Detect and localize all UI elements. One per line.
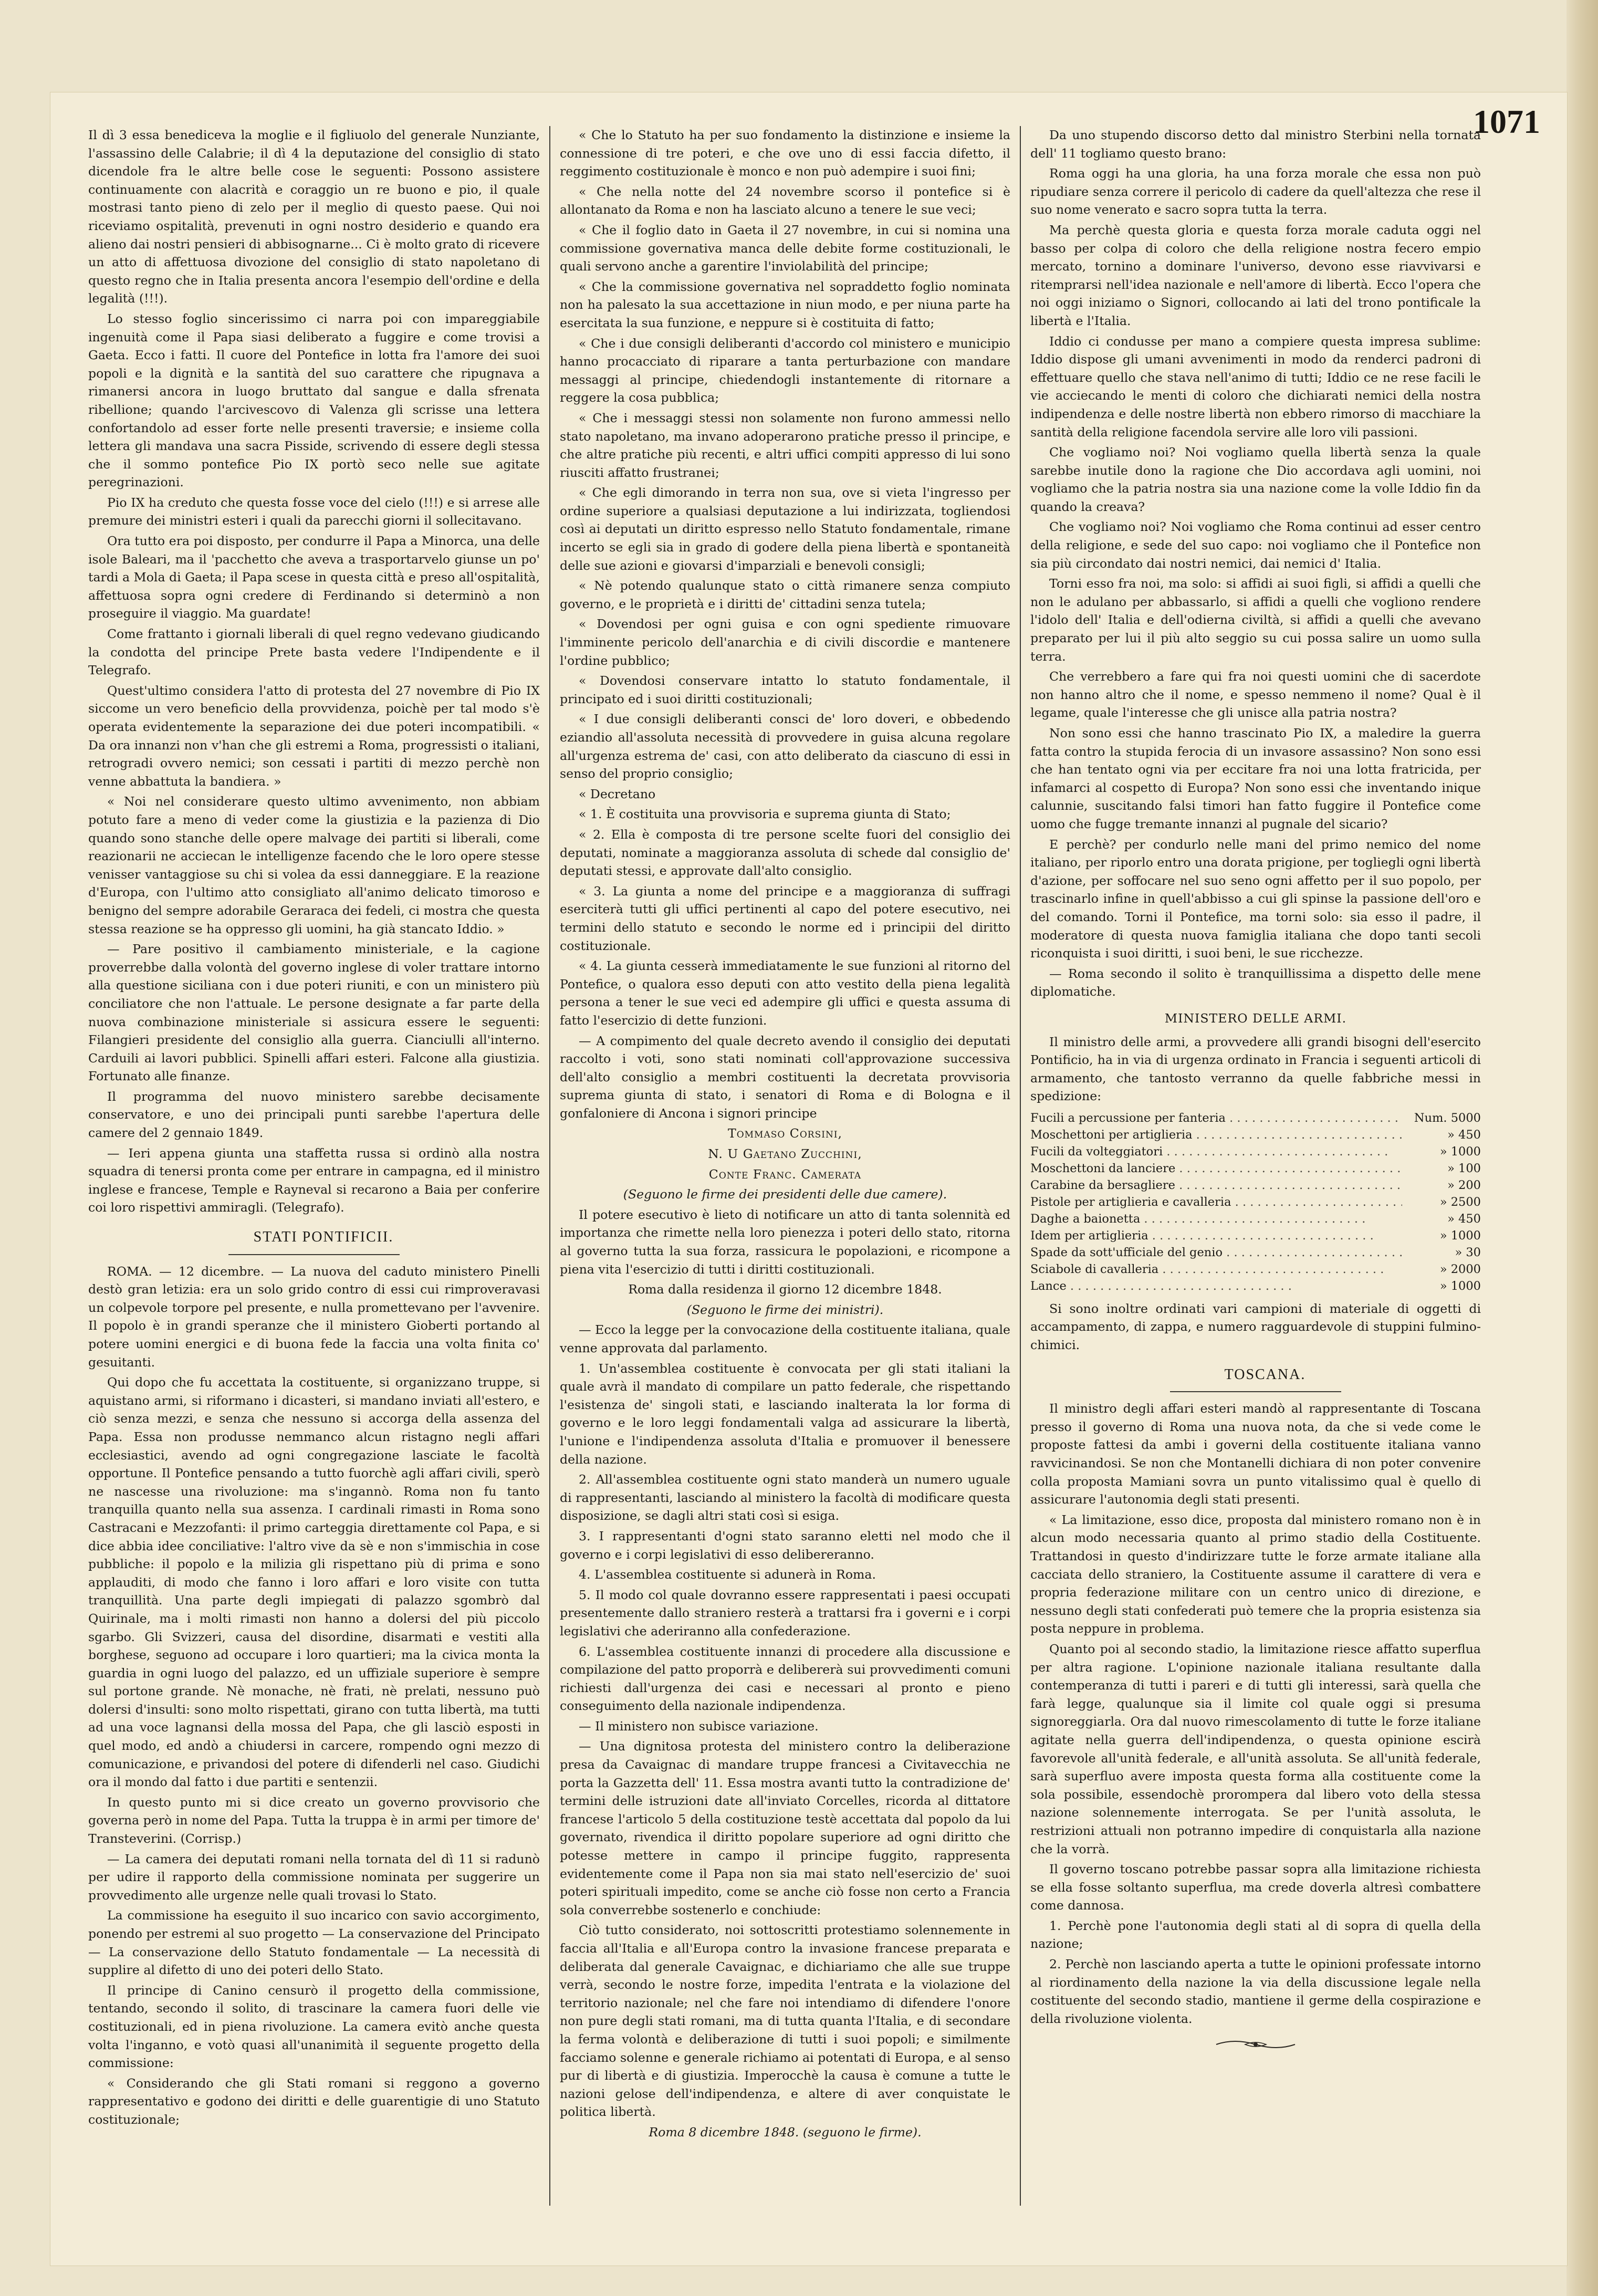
paragraph: Da uno stupendo discorso detto dal ministro Sterbini nella tornata dell' 11 togliamo questo brano: — [1030, 128, 1481, 161]
paragraph: Il governo toscano potrebbe passar sopra alla limitazione richiesta se ella fosse soltanto superflua, ma crede doverla altresì combattere come dannosa. — [1030, 1862, 1481, 1913]
armament-row — [1030, 1244, 1481, 1261]
paragraph: 1. Un'assemblea costituente è convocata per gli stati italiani la quale avrà il mandato di compilare un patto federale, che rispettando l'esistenza de' singoli stati, e lasciando inalterata la lor forma di governo e le loro leggi fondamentali valga ad assicurare la libertà, l'unione e l'indipendenza assoluta d'Italia e promuover il benessere della nazione. — [560, 1361, 1010, 1467]
paragraph: — A compimento del quale decreto avendo il consiglio dei deputati raccolto i voti, sono stati nominati coll'approvazione successiva dell'alto consiglio a membri costituenti la decretata provvisoria suprema giunta di stato, i senatori di Roma e di Bologna e il gonfaloniere di Ancona i signori principe — [560, 1033, 1010, 1121]
section-heading: TOSCANA. — [1224, 1366, 1306, 1383]
paragraph: « Decretano — [579, 786, 656, 801]
paragraph: E perchè? per condurlo nelle mani del primo nemico del nome italiano, per riporlo entro una dorata prigione, per togliegli ogni libertà d'azione, per soffocare nel suo seno ogni affetto per il suo popolo, per trascinarlo infine in quell'abbisso a cui gli spinse la passione dell'oro e del comando. Torni il Pontefice, ma torni solo: sia esso il padre, il moderatore di questa nuova famiglia italiana che dopo tanti secoli riconquista i suoi diritti, i suoi beni, le sue ricchezze. — [1030, 837, 1481, 961]
page-number: 1071 — [1473, 103, 1540, 140]
paragraph: — Roma secondo il solito è tranquillissima a dispetto delle mene diplomatiche. — [1030, 966, 1481, 999]
armament-row — [1030, 1278, 1481, 1295]
paragraph: — Il ministero non subisce variazione. — [579, 1718, 819, 1734]
paragraph: « Che i messaggi stessi non solamente non furono ammessi nello stato napoletano, ma invano adoperarono pratiche presso il principe, e che altre pratiche più recenti, e altri uffici compiti appresso di lui sono riusciti affatto frustranei; — [560, 410, 1010, 480]
armament-item: Sciabole di cavalleria . . . — [1030, 1261, 1402, 1278]
paragraph: Ciò tutto considerato, noi sottoscritti protestiamo solennemente in faccia all'Italia e all'Europa contro la invasione francese preparata e deliberata dal generale Cavaignac, e dichiariamo che alle sue truppe verrà, secondo le nostre forze, impedita l'entrata e la violazione del territorio nazionale; nel che fare noi intendiamo di difendere l'onore non pure degli stati romani, ma di tutta quanta l'Italia, e di secondare la ferma volontà e deliberazione di tutti i suoi popoli; e similmente facciamo solenne e generale richiamo ai potentati di Europa, e al senso pur di libertà e di giustizia. Imperocchè la causa è comune a tutte le nazioni gelose dell'indipendenza, e altere di aver conquistate le politica libertà. — [560, 1923, 1010, 2120]
armament-row — [1030, 1143, 1481, 1160]
armament-item: Moschettoni per artiglieria . . . — [1030, 1126, 1402, 1143]
subsection-heading: MINISTERO DELLE ARMI. — [1164, 1010, 1347, 1026]
paragraph: Roma oggi ha una gloria, ha una forza morale che essa non può ripudiare senza correre il pericolo di cadere da quell'altezza che rese il suo nome venerato e sacro sopra tutta la terra. — [1030, 166, 1481, 217]
armament-quantity: » 1000 — [1439, 1144, 1481, 1159]
paragraph: 2. All'assemblea costituente ogni stato manderà un numero uguale di rappresentanti, lasciando al ministero la facoltà di modificare questa disposizione, se dagli altri stati così si esiga. — [560, 1472, 1010, 1523]
armament-quantity: » 450 — [1447, 1128, 1481, 1142]
article-columns — [79, 126, 1491, 2206]
paragraph: Il programma del nuovo ministero sarebbe decisamente conservatore, e uno dei principali punti sarebbe l'apertura delle camere del 2 gennaio 1849. — [88, 1089, 540, 1141]
paragraph: Ora tutto era poi disposto, per condurre il Papa a Minorca, una delle isole Baleari, ma il 'pacchetto che aveva a trasportarvelo giunse un po' tardi a Mola di Gaeta; il Papa scese in questa città e preso all'ospitalità, affettuosa sopra ogni credere di Ferdinando si determinò a non proseguire il viaggio. Ma guardate! — [88, 534, 540, 621]
signature-line: Conte Franc. Camerata — [708, 1166, 862, 1182]
paragraph: « Considerando che gli Stati romani si reggono a governo rappresentativo e godono dei diritti e delle guarentigie di uno Statuto costituzionale; — [88, 2075, 540, 2127]
armament-table — [1030, 1110, 1481, 1295]
ornament-icon — [1030, 2037, 1481, 2057]
paragraph: Si sono inoltre ordinati vari campioni di materiale di oggetti di accampamento, di zappa, e numero ragguardevole di stuppini fulmino-chimici. — [1030, 1301, 1481, 1353]
armament-row — [1030, 1126, 1481, 1143]
paragraph: Il potere esecutivo è lieto di notificare un atto di tanta solennità ed importanza che rimette nella loro pienezza i poteri dello stato, ritorna al governo tutta la sua forza, rassicura le popolazioni, e ricompone a piena vita l'esercizio di tutti i diritti costituzionali. — [560, 1207, 1010, 1277]
paragraph: Pio IX ha creduto che questa fosse voce del cielo (!!!) e si arrese alle premure dei ministri esteri i quali da parecchi giorni il sollecitavano. — [88, 495, 540, 528]
paragraph: Non sono essi che hanno trascinato Pio IX, a maledire la guerra fatta contro la stupida ferocia di un invasore assassino? Non sono essi che han tentato ogni via per eccitare fra noi una lotta fratricida, per infamarci al cospetto di Europa? Non sono essi che inventando inique calunnie, suscitando falsi timori han fatto fuggire il Pontefice come uomo che fugge tremante innanzi al pugnale del sicario? — [1030, 726, 1481, 831]
paragraph: Che vogliamo noi? Noi vogliamo quella libertà senza la quale sarebbe inutile dono la ragione che Dio accordava agli uomini, noi vogliamo che la patria nostra sia una nazione come la volle Iddio fin da quando la creava? — [1030, 445, 1481, 514]
paragraph: Qui dopo che fu accettata la costituente, si organizzano truppe, si aquistano armi, si riformano i dicasteri, si mandano inviati all'estero, e ciò senza mezzi, e senza che nessuno si accorga della assenza del Papa. Essa non produsse nemmanco alcun ristagno negli affari ecclesiastici, avendo ad ogni congregazione lasciate le facoltà opportune. Il Pontefice pensando a tutto fuorchè agli affari civili, sperò ne nascesse una rivoluzione: ma s'ingannò. Roma non fu tanto tranquilla quanto nella sua assenza. I cardinali rimasti in Roma sono Castracani e Mezzofanti: il primo carteggia direttamente col Papa, e si dice abbia idee conciliative: l'altro vive da sè e non s'immischia in cose pubbliche: il popolo e la milizia gli rispettano più di prima e sono applauditi, di modo che fanno i loro affari e loro visite con tutta tranquillità. Una parte degli impiegati di palazzo sgombrò dal Quirinale, ma i molti rimasti non hanno a dolersi del più piccolo sgarbo. Gli Svizzeri, causa del disordine, disarmati e vestiti alla borghese, seguono ad occupare i loro quartieri; ma la civica monta la guardia in ogni luogo del palazzo, ed un uffiziale superiore è sempre sul portone grande. Nè monache, nè frati, nè prelati, nessuno può dolersi d'insulti: sono molto rispettati, girano con tutta libertà, ma tutti ad una voce lagnansi della mossa del Papa, che gli lasciò esposti in quel modo, ed andò a chiudersi in carcere, rompendo ogni mezzo di comunicazione, e privandosi del potere di difenderli nel caso. Giudichi ora il mondo dal fatto i due partiti e sentenzii. — [88, 1375, 540, 1790]
paragraph: Ma perchè questa gloria e questa forza morale caduta oggi nel basso per colpa di coloro che della religione nostra fecero empio mercato, tornino a dominare l'universo, devono esse riavvivarsi e ritemprarsi nell'idea nazionale e nell'amore di libertà. Ecco l'opera che noi oggi iniziamo o Signori, collocando ai lati del trono pontificale la libertà e l'Italia. — [1030, 222, 1481, 328]
armament-row — [1030, 1261, 1481, 1278]
paragraph: Quest'ultimo considera l'atto di protesta del 27 novembre di Pio IX siccome un vero beneficio della provvidenza, poichè per tal modo s'è operata evidentemente la separazione dei due poteri incompatibili. « Da ora innanzi non v'han che gli estremi a Roma, progressisti o italiani, retrogradi ovvero nemici; son cessati i partiti di mezzo perchè non venne abbattuta la bandiera. » — [88, 683, 540, 789]
paragraph: Il principe di Canino censurò il progetto della commissione, tentando, secondo il solito, di trascinare la camera fuori delle vie costituzionali, ed in piena rivoluzione. La camera evitò anche questa volta l'inganno, e votò quasi all'unanimità il seguente progetto della commissione: — [88, 1982, 540, 2071]
armament-item: Daghe a baionetta . . . — [1030, 1210, 1402, 1227]
armament-row — [1030, 1227, 1481, 1244]
armament-row — [1030, 1194, 1481, 1210]
armament-item: Fucili da volteggiatori . . . — [1030, 1143, 1402, 1160]
armament-quantity: » 200 — [1447, 1178, 1481, 1192]
paragraph: « I due consigli deliberanti consci de' loro doveri, e obbedendo eziandio all'assoluta necessità di provvedere in guisa alcuna regolare all'urgenza estrema de' casi, con atto deliberato da ciascuno di essi in senso del proprio consiglio; — [560, 712, 1010, 781]
armament-quantity: » 450 — [1447, 1212, 1481, 1226]
armament-row — [1030, 1110, 1481, 1126]
page-edge — [1566, 0, 1598, 2296]
armament-quantity: » 1000 — [1439, 1279, 1481, 1293]
armament-item: Fucili a percussione per fanteria . . . — [1030, 1110, 1402, 1126]
paragraph: 6. L'assemblea costituente innanzi di procedere alla discussione e compilazione del patto proporrà e delibererà sui provvedimenti comuni richiesti dall'urgenza dei casi e necessari al pronto e pieno conseguimento della nazionale indipendenza. — [560, 1644, 1010, 1714]
paragraph: Torni esso fra noi, ma solo: si affidi ai suoi figli, si affidi a quelli che non le adulano per abbassarlo, si affidi a quelli che vogliono rendere l'idolo dell' Italia e dell'odierna civiltà, si affidi a quelli che avevano preparato per lui il più alto seggio su cui possa salire un uomo sulla terra. — [1030, 576, 1481, 664]
armament-quantity: Num. 5000 — [1414, 1111, 1481, 1125]
paragraph: « 4. La giunta cesserà immediatamente le sue funzioni al ritorno del Pontefice, o qualora esso deputi con atto vestito della piena legalità persona a tener le sue veci ed adempire gli uffici e questa assuma di fatto l'esercizio di dette funzioni. — [560, 958, 1010, 1028]
section-heading: STATI PONTIFICII. — [253, 1229, 394, 1246]
paragraph: — Pare positivo il cambiamento ministeriale, e la cagione proverrebbe dalla volontà del governo inglese di voler trattare intorno alla questione siciliana con i due poteri riuniti, e con un ministero più conciliatore che non l'attuale. Le persone designate a far parte della nuova combinazione ministeriale si assicura essere le seguenti: Filangieri presidente del consiglio alla guerra. Cianciulli all'interno. Carduili ai lavori pubblici. Spinelli affari esteri. Falcone alla giustizia. Fortunato alle finanze. — [88, 942, 540, 1084]
paragraph: « Che nella notte del 24 novembre scorso il pontefice si è allontanato da Roma e non ha lasciato alcuno a tenere le sue veci; — [560, 184, 1010, 217]
paragraph: Che verrebbero a fare qui fra noi questi uomini che di sacerdote non hanno altro che il nome, e spesso nemmeno il nome? Qual è il legame, quale l'interesse che gli unisce alla patria nostra? — [1030, 669, 1481, 721]
signature-line: Tommaso Corsini, — [727, 1126, 843, 1141]
paragraph: Che vogliamo noi? Noi vogliamo che Roma continui ad esser centro della religione, e sede del suo capo: noi vogliamo che il Pontefice non sia più circondato dai nostri nemici, dai nemici d' Italia. — [1030, 519, 1481, 571]
paragraph: 3. I rappresentanti d'ogni stato saranno eletti nel modo che il governo e i corpi legislativi di esso delibereranno. — [560, 1528, 1010, 1562]
paragraph: Come frattanto i giornali liberali di quel regno vedevano giudicando la condotta del principe Prete basta vedere l'Indipendente e il Telegrafo. — [88, 627, 540, 678]
paragraph: « Che egli dimorando in terra non sua, ove si vieta l'ingresso per ordine superiore a qualsiasi deputazione a lui indirizzata, togliendosi così ai deputati un diritto espresso nello Statuto fondamentale, rimane incerto se egli sia in grado di godere della piena libertà e spontaneità delle sue azioni e giovarsi d'imparziali e benevoli consigli; — [560, 485, 1010, 573]
armament-item: Moschettoni da lanciere . . . — [1030, 1160, 1402, 1177]
armament-item: Lance . . . — [1030, 1278, 1402, 1295]
armament-quantity: » 2500 — [1439, 1195, 1481, 1209]
armament-item: Carabine da bersagliere . . . — [1030, 1177, 1402, 1194]
paragraph: — Ecco la legge per la convocazione della costituente italiana, quale venne approvata dal parlamento. — [560, 1322, 1010, 1355]
paragraph: « Dovendosi conservare intatto lo statuto fondamentale, il principato ed i suoi diritti costituzionali; — [560, 673, 1010, 706]
paragraph: « Che i due consigli deliberanti d'accordo col ministero e municipio hanno procacciato di riparare a tanta perturbazione con mandare messaggi al principe, chiedendogli instantemente di ritornare a reggere la cosa pubblica; — [560, 336, 1010, 405]
paragraph: « 3. La giunta a nome del principe e a maggioranza di suffragi eserciterà tutti gli uffici pertinenti al capo del potere esecutivo, nei termini dello statuto e secondo le norme ed i principii del diritto costituzionale. — [560, 883, 1010, 953]
armament-quantity: » 100 — [1447, 1161, 1481, 1175]
paragraph: — Ieri appena giunta una staffetta russa si ordinò alla nostra squadra di tenersi pronta come per entrare in campagna, ed il ministro inglese e francese, Temple e Rayneval si recarono a Baia per conferire coi loro rispettivi ammiragli. (Telegrafo). — [88, 1145, 540, 1215]
armament-row — [1030, 1160, 1481, 1177]
paragraph: — Una dignitosa protesta del ministero contro la deliberazione presa da Cavaignac di mandare truppe francesi a Civitavecchia ne porta la Gazzetta dell' 11. Essa mostra avanti tutto la contradizione de' termini delle istruzioni date all'inviato Corcelles, ricorda al dittatore francese l'articolo 5 della costituzione testè accettata dal popolo da lui governato, rivendica il diritto popolare superiore ad ogni diritto che potesse mettere in campo il principe fuggito, rappresenta evidentemente come il Papa non sia mai stato nell'esercizio de' suoi poteri spirituali impedito, come se anche ciò fosse non certo a Francia sola converrebbe sostenerlo e conchiude: — [560, 1739, 1010, 1917]
paragraph: « Che il foglio dato in Gaeta il 27 novembre, in cui si nomina una commissione governativa manca delle debite forme costituzionali, le quali servono anche a garentire l'inviolabilità del principe; — [560, 222, 1010, 274]
paragraph: ROMA. — 12 dicembre. — La nuova del caduto ministero Pinelli destò gran letizia: era un solo grido contro di essi cui rimproveravasi un colpevole torpore pel presente, e nulla promettevano per l'avvenire. Il popolo è in grandi speranze che il ministero Gioberti portando al potere uomini energici e di buona fede la faccia una volta finita co' gesuitanti. — [88, 1264, 540, 1370]
paragraph: Quanto poi al secondo stadio, la limitazione riesce affatto superflua per altra ragione. L'opinione nazionale italiana resultante dalla contemperanza di tutti i pareri e di tutti gli interessi, sarà quella che farà legge, qualunque sia il limite col quale oggi si presuma signoreggiarla. Ora dal nuovo rimescolamento di tutte le forze italiane agitate nella guerra dell'indipendenza, o questa opinione escirà favorevole all'unità federale, e all'unità assoluta. Se all'unità federale, sarà superfluo avere imposta questa forma alla costituente come la sola possibile, essendochè prorompera dal libero voto della stessa nazione solennemente interrogata. Se per l'unità assoluta, le restrizioni attuali non potranno impedire di conquistarla alla nazione che la vorrà. — [1030, 1641, 1481, 1856]
paragraph: — La camera dei deputati romani nella tornata del dì 11 si radunò per udire il rapporto della commissione nominata per suggerire un provvedimento alle urgenze nelle quali trovasi lo Stato. — [88, 1851, 540, 1903]
armament-item: Idem per artiglieria . . . — [1030, 1227, 1402, 1244]
column-middle — [549, 126, 1020, 2206]
paragraph: Lo stesso foglio sincerissimo ci narra poi con impareggiabile ingenuità come il Papa siasi deliberato a fuggire e come trovisi a Gaeta. Ecco i fatti. Il cuore del Pontefice in lotta fra l'amore dei suoi popoli e la dignità e la santità del suo carattere che ripugnava a rimanersi ancora in luogo bruttato dal sangue e dalla sfrenata ribellione; quando l'arcivescovo di Valenza gli scrisse una lettera confortandolo ad esser forte nelle presenti traversie; e insieme colla lettera gli mandava una sacra Pisside, scrivendo di essere degli stessa che il sommo pontefice Pio IX portò seco nelle sue agitate peregrinazioni. — [88, 311, 540, 490]
paragraph: « Noi nel considerare questo ultimo avvenimento, non abbiam potuto fare a meno di veder come la giustizia e la pazienza di Dio quando sono stanche delle opere malvage dei partiti si liberali, come reazionarii ne acciecan le intelligenze facendo che le loro opere stesse venisser vantaggiose su chi si volea da essi danneggiare. E la reazione d'Europa, con l'ultimo atto consigliato all'animo delicato timoroso e benigno del sempre adorabile Geraraca dei fedeli, ci mostra che questa stessa reazione se ha oppresso gli uomini, ha già stancato Iddio. » — [88, 794, 540, 936]
paragraph: « Che lo Statuto ha per suo fondamento la distinzione e insieme la connessione di tre poteri, e che ove uno di essi faccia difetto, il reggimento costituzionale è monco e non può adempire i suoi fini; — [560, 128, 1010, 179]
paragraph: « Dovendosi per ogni guisa e con ogni spediente rimuovare l'imminente pericolo dell'anarchia e di civili discordie e mantenere l'ordine pubblico; — [560, 617, 1010, 668]
paragraph: « Nè potendo qualunque stato o città rimanere senza compiuto governo, e le proprietà e i diritti de' cittadini senza tutela; — [560, 578, 1010, 611]
signature-note: (Seguono le firme dei ministri). — [686, 1302, 884, 1317]
paragraph: 5. Il modo col quale dovranno essere rappresentati i paesi occupati presentemente dallo straniero resterà a trattarsi fra i governi e i corpi legislativi che aderiranno alla confederazione. — [560, 1587, 1010, 1638]
armament-quantity: » 30 — [1455, 1245, 1481, 1259]
paragraph: 2. Perchè non lasciando aperta a tutte le opinioni professate intorno al riordinamento della nazione la via della discussione legale nella costituente del secondo stadio, mantiene il germe della cospirazione e della rivoluzione violenta. — [1030, 1957, 1481, 2026]
armament-quantity: » 1000 — [1439, 1228, 1481, 1243]
paragraph: In questo punto mi si dice creato un governo provvisorio che governa però in nome del Papa. Tutta la truppa è in armi per timore de' Transteverini. (Corrisp.) — [88, 1794, 540, 1846]
paragraph: 1. Perchè pone l'autonomia degli stati al di sopra di quella della nazione; — [1030, 1918, 1481, 1951]
paragraph: Il ministro degli affari esteri mandò al rappresentante di Toscana presso il governo di Roma una nuova nota, da che si vede come le proposte fattesi da ambi i governi della costituente italiana vanno ravvicinandosi. Se non che Montanelli dichiara di non poter convenire colla proposta Mamiani sovra un punto vitalissimo qual è quello di assicurare l'autonomia degli stati presenti. — [1030, 1401, 1481, 1507]
dateline: Roma dalla residenza il giorno 12 dicembre 1848. — [628, 1282, 942, 1297]
armament-row — [1030, 1210, 1481, 1227]
paragraph: La commissione ha eseguito il suo incarico con savio accorgimento, ponendo per estremi al suo progetto — La conservazione del Principato — La conservazione dello Statuto fondamentale — La necessità di supplire al difetto di uno dei poteri dello Stato. — [88, 1908, 540, 1978]
paragraph: « La limitazione, esso dice, proposta dal ministero romano non è in alcun modo necessaria quanto al primo stadio della Costituente. Trattandosi in questo d'indirizzare tutte le forze armate italiane alla cacciata dello straniero, la Costituente assume il carattere di vera e propria federazione militare con un centro unico di direzione, e nessuno degli stati confederati può temere che la propria esistenza sia posta neppure in problema. — [1030, 1512, 1481, 1636]
paragraph: Il dì 3 essa benediceva la moglie e il figliuolo del generale Nunziante, l'assassino delle Calabrie; il dì 4 la deputazione del consiglio di stato dicendole fra le altre belle cose le seguenti: Possono assistere continuamente con alacrità e coraggio un re buono e pio, il quale mostrasi tanto pieno di zelo per il meglio di questo paese. Qui noi riceviamo ospitalità, prevenuti in ogni nostro desiderio e quando era alieno dai nostri pensieri di abbisognarne... Ci è molto grato di ricevere un atto di affettuosa divozione del consiglio di stato napoletano di questo regno che in Italia presenta ancora l'esempio dell'ordine e della legalità (!!!). — [88, 128, 540, 306]
armament-row — [1030, 1177, 1481, 1194]
column-left — [79, 126, 549, 2206]
paragraph: « 1. È costituita una provvisoria e suprema giunta di Stato; — [579, 807, 951, 822]
dateline: Roma 8 dicembre 1848. (seguono le firme). — [649, 2124, 922, 2140]
armament-item: Pistole per artiglieria e cavalleria . . . — [1030, 1194, 1402, 1210]
paragraph: « Che la commissione governativa nel sopraddetto foglio nominata non ha palesato la sua accettazione in niun modo, e per niuna parte ha esercitata la sua funzione, e neppure si è costituita di fatto; — [560, 279, 1010, 330]
paragraph: Il ministro delle armi, a provvedere alli grandi bisogni dell'esercito Pontificio, ha in via di urgenza ordinato in Francia i seguenti articoli di armamento, che tantosto verranno da quelle fabbriche messi in spedizione: — [1030, 1034, 1481, 1104]
paragraph: Iddio ci condusse per mano a compiere questa impresa sublime: Iddio dispose gli umani avvenimenti in modo da renderci padroni di effettuare quello che stava nell'animo di tutti; Iddio ce ne rese facili le vie acciecando le menti di coloro che dichiarati nemici della nostra indipendenza e delle nostre libertà non ebbero rimorso di macchiare la santità della religione facendola servire alle loro vili passioni. — [1030, 333, 1481, 440]
paragraph: « 2. Ella è composta di tre persone scelte fuori del consiglio dei deputati, nominate a maggioranza assoluta di schede dal consiglio de' deputati stessi, e approvate dall'alto consiglio. — [560, 827, 1010, 879]
paragraph: 4. L'assemblea costituente si adunerà in Roma. — [579, 1567, 876, 1582]
signature-line: N. U Gaetano Zucchini, — [708, 1146, 862, 1162]
section-rule — [1170, 1391, 1341, 1392]
armament-quantity: » 2000 — [1439, 1262, 1481, 1276]
armament-item: Spade da sott'ufficiale del genio . . . — [1030, 1244, 1402, 1261]
signature-note: (Seguono le firme dei presidenti delle due camere). — [623, 1187, 947, 1202]
section-rule — [228, 1254, 400, 1255]
column-right — [1020, 126, 1490, 2206]
